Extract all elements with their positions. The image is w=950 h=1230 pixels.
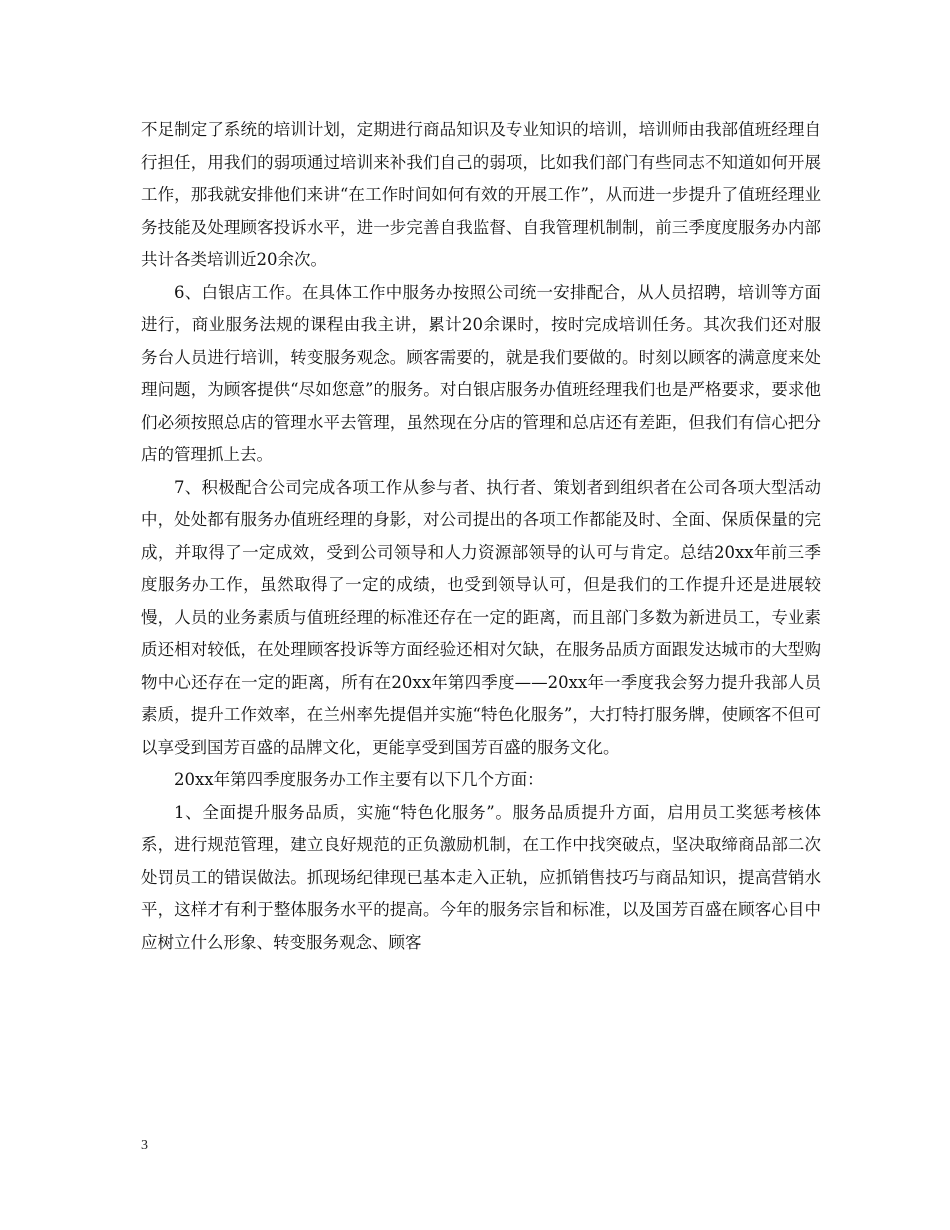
paragraph-training-plan: 不足制定了系统的培训计划，定期进行商品知识及专业知识的培训，培训师由我部值班经理自行担任，用我们的弱项通过培训来补我们自己的弱项，比如我们部门有些同志不知道如何开展工作，那我就安排他们来讲“在工作时间如何有效的开展工作”，从而进一步提升了值班经理业务技能及处理顾客投诉水平，进一步完善自我监督、自我管理机制制，前三季度度服务办内部共计各类培训近20余次。 xyxy=(141,120,821,269)
paragraph-company-cooperation: 7、积极配合公司完成各项工作从参与者、执行者、策划者到组织者在公司各项大型活动中，处处都有服务办值班经理的身影，对公司提出的各项工作都能及时、全面、保质保量的完成，并取得了一定成效，受到公司领导和人力资源部领导的认可与肯定。总结20xx年前三季度服务办工作，虽然取得了一定的成绩，也受到领导认可，但是我们的工作提升还是进展较慢，人员的业务素质与值班经理的标准还存在一定的距离，而且部门多数为新进员工，专业素质还相对较低，在处理顾客投诉等方面经验还相对欠缺，在服务品质方面跟发达城市的大型购物中心还存在一定的距离，所有在20xx年第四季度——20xx年一季度我会努力提升我部人员素质，提升工作效率，在兰州率先提倡并实施“特色化服务”，大打特打服务牌，使顾客不但可以享受到国芳百盛的品牌文化，更能享受到国芳百盛的服务文化。 xyxy=(141,477,821,757)
paragraph-q4-intro: 20xx年第四季度服务办工作主要有以下几个方面： xyxy=(174,770,544,789)
page-number: 3 xyxy=(141,1138,148,1153)
paragraph-baiyin-store: 6、白银店工作。在具体工作中服务办按照公司统一安排配合，从人员招聘，培训等方面进行，商业服务法规的课程由我主讲，累计20余课时，按时完成培训任务。其次我们还对服务台人员进行培训，转变服务观念。顾客需要的，就是我们要做的。时刻以顾客的满意度来处理问题，为顾客提供“尽如您意”的服务。对白银店服务办值班经理我们也是严格要求，要求他们必须按照总店的管理水平去管理，虽然现在分店的管理和总店还有差距，但我们有信心把分店的管理抓上去。 xyxy=(141,282,821,464)
document-body xyxy=(141,114,821,959)
paragraph-service-quality: 1、全面提升服务品质，实施“特色化服务”。服务品质提升方面，启用员工奖惩考核体系，进行规范管理，建立良好规范的正负激励机制，在工作中找突破点，坚决取缔商品部二次处罚员工的错误做法。抓现场纪律现已基本走入正轨，应抓销售技巧与商品知识，提高营销水平，这样才有利于整体服务水平的提高。今年的服务宗旨和标准，以及国芳百盛在顾客心目中应树立什么形象、转变服务观念、顾客 xyxy=(141,802,821,952)
